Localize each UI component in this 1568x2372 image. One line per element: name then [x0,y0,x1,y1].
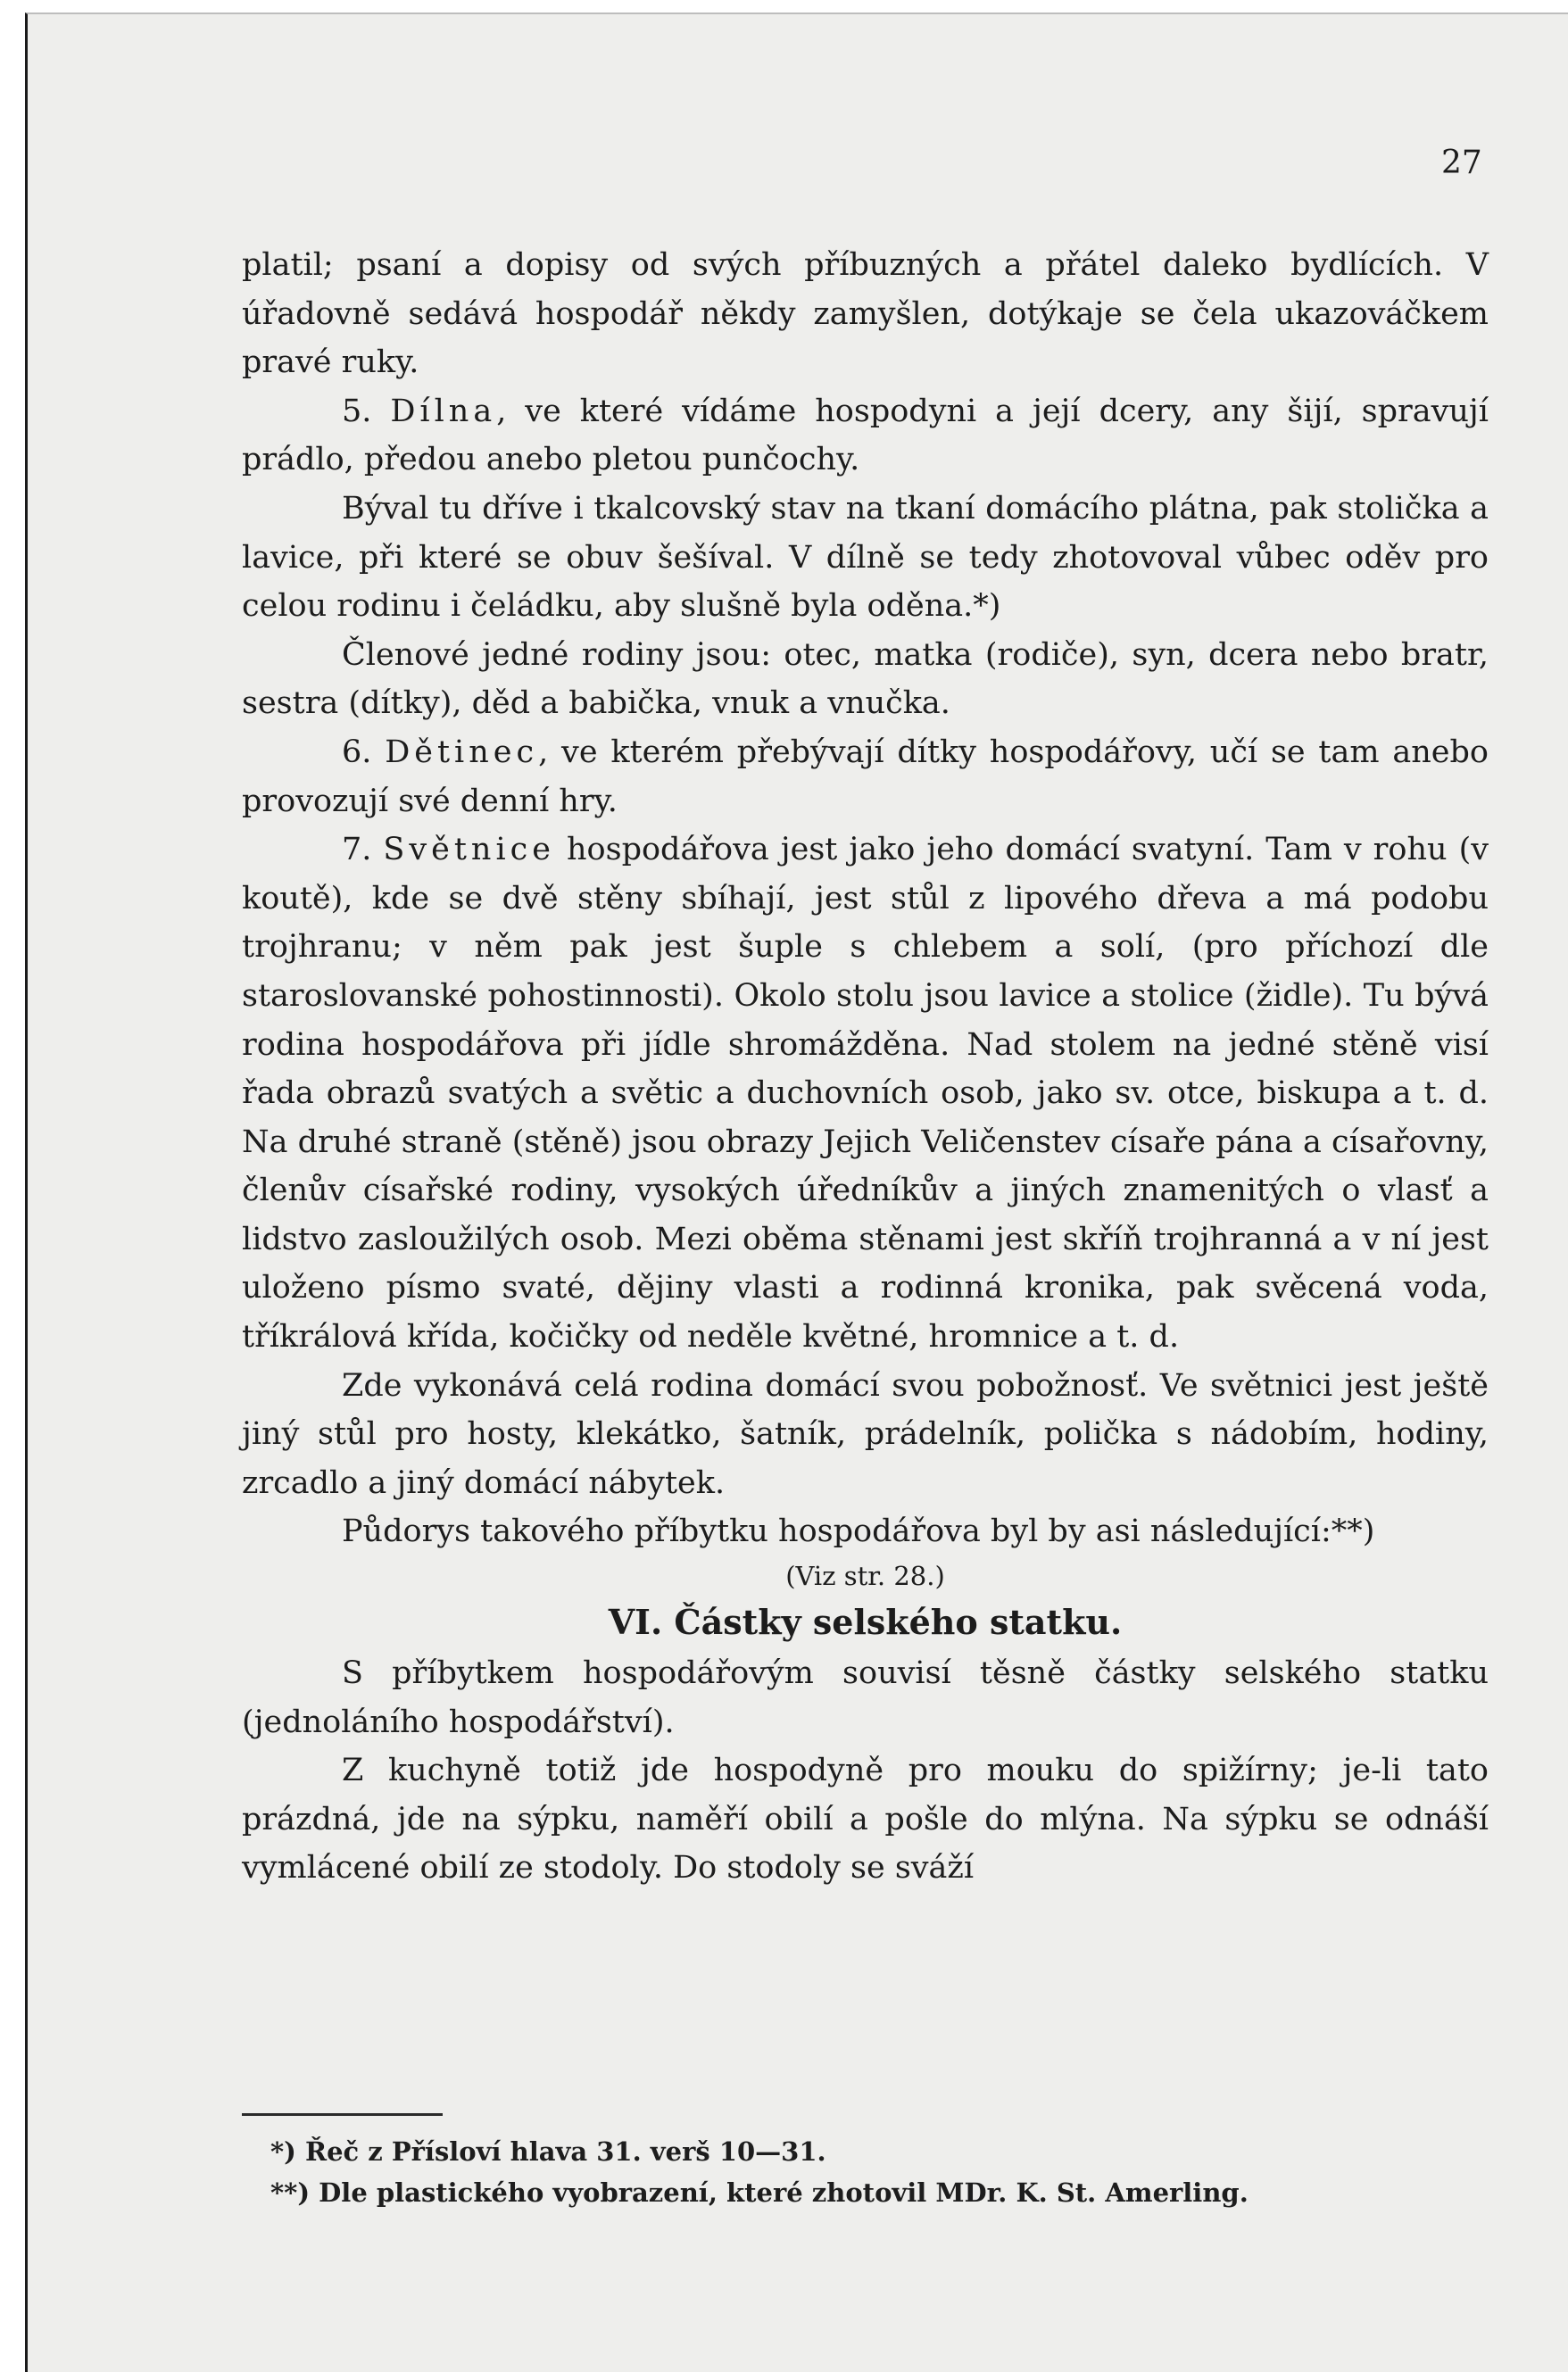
text-run: Z kuchyně totiž jde hospodyně pro mouku do spižírny; je-li tato prázdná, jde na sýpku, naměří obilí a pošle do mlýna. Na sýpku se odnáší vymlácené obilí ze stodoly. Do stodoly se sváží [242,1753,1489,1887]
paragraph [242,1746,1489,1893]
paragraph [242,1507,1489,1556]
spaced-term: Dětinec [385,734,539,770]
footnotes [270,2131,1431,2213]
spaced-term: Světnice [383,832,555,868]
text-run: S příbytkem hospodářovým souvisí těsně částky selského statku (jednoláního hospodářství). [242,1655,1489,1740]
text-run: 7. [342,832,384,868]
text-run: Členové jedné rodiny jsou: otec, matka (rodiče), syn, dcera nebo bratr, sestra (dítky), děd a babička, vnuk a vnučka. [242,636,1489,722]
page-reference: (Viz str. 28.) [785,1561,945,1592]
text-run: 6. [342,734,386,770]
paragraph [242,728,1489,825]
spaced-term: Dílna [390,393,497,429]
text-run: , ve které vídáme hospodyni a její dcery, any šijí, spravují prádlo, předou anebo pletou punčochy. [242,393,1489,478]
body-text [242,241,1489,1893]
footnote: *) Řeč z Přísloví hlava 31. verš 10—31. [270,2136,826,2167]
text-run: platil; psaní a dopisy od svých příbuzných a přátel daleko bydlících. V úřadovně sedává hospodář někdy zamyšlen, dotýkaje se čela ukazováčkem pravé ruky. [242,247,1489,381]
paragraph [242,825,1489,1362]
text-run: hospodářova jest jako jeho domácí svatyní. Tam v rohu (v koutě), kde se dvě stěny sbíhají, jest stůl z lipového dřeva a má podobu trojhranu; v něm pak jest šuple s chlebem a solí, (pro příchozí dle staroslovanské pohostinnosti). Okolo stolu jsou lavice a stolice (židle). Tu bývá rodina hospodářova při jídle shromážděna. Nad stolem na jedné stěně visí řada obrazů svatých a světic a duchovních osob, jako sv. otce, biskupa a t. d. Na druhé straně (stěně) jsou obrazy Jejich Veličenstev císaře pána a císařovny, členův císařské rodiny, vysokých úředníkův a jiných znamenitých o vlasť a lidstvo zasloužilých osob. Mezi oběma stěnami jest skříň trojhranná a v ní jest uloženo písmo svaté, dějiny vlasti a rodinná kronika, pak svěcená voda, tříkrálová křída, kočičky od neděle květné, hromnice a t. d. [242,832,1489,1356]
text-run: Zde vykonává celá rodina domácí svou pobožnosť. Ve světnici jest ještě jiný stůl pro hosty, klekátko, šatník, prádelník, polička s nádobím, hodiny, zrcadlo a jiný domácí nábytek. [242,1367,1489,1501]
footnote-divider [242,2113,443,2116]
book-page [25,12,1568,2372]
paragraph [242,241,1489,387]
section-heading: VI. Částky selského statku. [608,1602,1123,1643]
paragraph [242,1362,1489,1508]
text-run: Býval tu dříve i tkalcovský stav na tkaní domácího plátna, pak stolička a lavice, při které se obuv šešíval. V dílně se tedy zhotovoval vůbec oděv pro celou rodinu i čeládku, aby slušně byla oděna.*) [242,490,1489,625]
page-number: 27 [1441,145,1482,181]
footnote: **) Dle plastického vyobrazení, které zhotovil MDr. K. St. Amerling. [270,2177,1249,2208]
text-run: 5. [342,393,391,429]
paragraph [242,485,1489,631]
paragraph [242,1649,1489,1746]
text-run: , ve kterém přebývají dítky hospodářovy, učí se tam anebo provozují své denní hry. [242,734,1489,819]
text-run: Půdorys takového příbytku hospodářova byl by asi následující:**) [342,1514,1375,1550]
paragraph [242,387,1489,485]
paragraph [242,631,1489,728]
